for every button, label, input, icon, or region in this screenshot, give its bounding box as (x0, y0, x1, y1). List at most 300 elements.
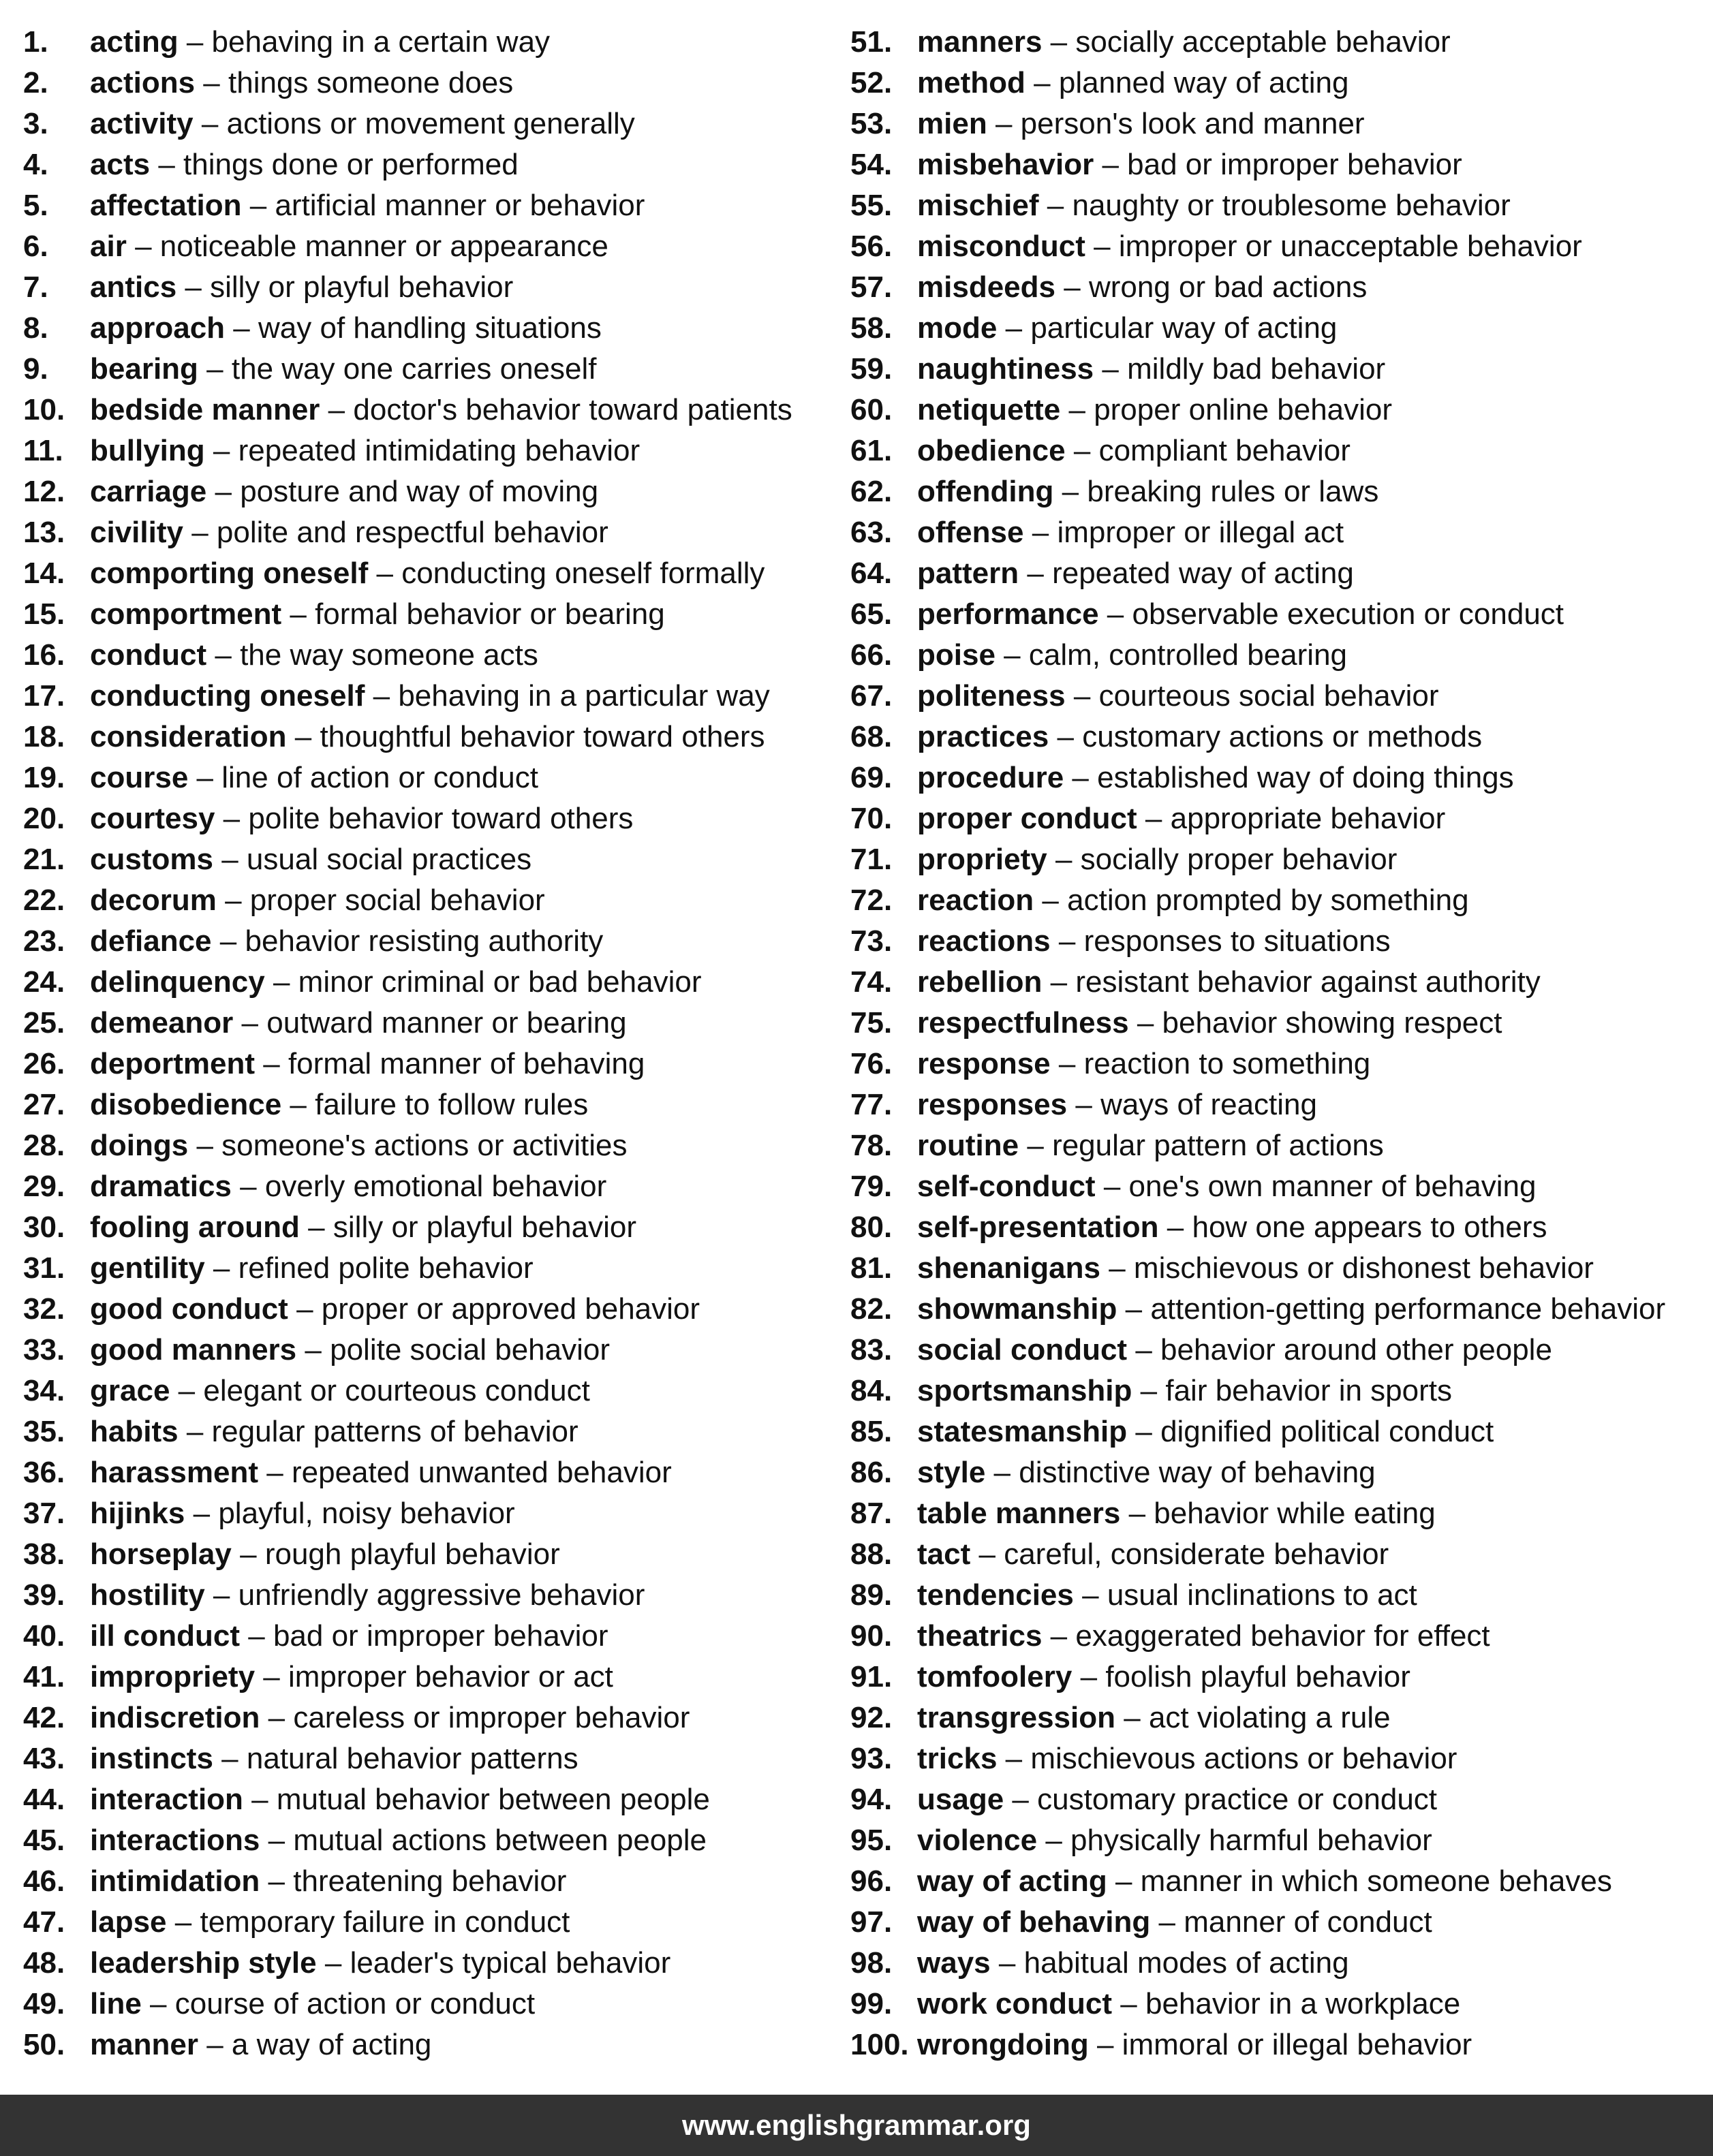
item-dash: – (193, 1497, 211, 1530)
list-item (23, 308, 841, 349)
footer-bar (0, 2095, 1713, 2156)
item-dash: – (296, 1292, 313, 1326)
item-term: affectation (90, 189, 242, 222)
item-definition: line of action or conduct (221, 761, 538, 794)
item-term: civility (90, 516, 183, 549)
item-dash: – (273, 965, 290, 999)
item-dash: – (995, 107, 1013, 140)
item-dash: – (1055, 843, 1072, 876)
list-item (23, 1943, 841, 1984)
list-item (850, 185, 1695, 226)
list-item (23, 962, 841, 1003)
item-number: 22. (23, 884, 65, 917)
item-term: acting (90, 25, 179, 59)
item-dash: – (1094, 230, 1111, 263)
list-item (850, 880, 1695, 921)
item-number: 52. (850, 66, 893, 99)
item-number: 54. (850, 148, 893, 181)
list-item (850, 798, 1695, 839)
item-dash: – (240, 1170, 257, 1203)
item-definition: compliant behavior (1098, 434, 1351, 467)
item-dash: – (1073, 434, 1091, 467)
item-definition: habitual modes of acting (1023, 1946, 1349, 1980)
item-number: 3. (23, 107, 48, 140)
item-dash: – (1032, 516, 1049, 549)
item-definition: formal manner of behaving (288, 1047, 645, 1080)
list-item (23, 757, 841, 798)
item-definition: behaving in a certain way (211, 25, 551, 59)
item-definition: posture and way of moving (240, 475, 599, 508)
item-dash: – (1050, 25, 1068, 59)
item-definition: bad or improper behavior (1127, 148, 1462, 181)
item-definition: mischievous or dishonest behavior (1133, 1251, 1594, 1285)
item-definition: responses to situations (1083, 924, 1391, 958)
item-definition: dignified political conduct (1160, 1415, 1494, 1448)
item-term: mischief (917, 189, 1039, 222)
list-item (23, 1779, 841, 1820)
item-number: 74. (850, 965, 893, 999)
item-definition: person's look and manner (1020, 107, 1365, 140)
item-definition: calm, controlled bearing (1028, 638, 1348, 672)
item-number: 8. (23, 311, 48, 345)
item-dash: – (1005, 1742, 1023, 1775)
list-item (850, 1125, 1695, 1166)
item-number: 47. (23, 1905, 65, 1939)
item-definition: proper social behavior (249, 884, 545, 917)
item-number: 43. (23, 1742, 65, 1775)
item-definition: wrong or bad actions (1088, 270, 1368, 304)
item-definition: repeated way of acting (1052, 557, 1354, 590)
item-number: 31. (23, 1251, 65, 1285)
list-item (850, 1575, 1695, 1616)
item-number: 29. (23, 1170, 65, 1203)
item-term: bearing (90, 352, 198, 386)
list-item (850, 1698, 1695, 1738)
item-term: antics (90, 270, 177, 304)
list-item (23, 1044, 841, 1084)
item-definition: minor criminal or bad behavior (298, 965, 702, 999)
item-dash: – (263, 1047, 280, 1080)
item-definition: act violating a rule (1148, 1701, 1391, 1734)
list-item (23, 1534, 841, 1575)
item-number: 32. (23, 1292, 65, 1326)
item-term: offense (917, 516, 1024, 549)
item-dash: – (1167, 1210, 1184, 1244)
item-term: grace (90, 1374, 170, 1407)
item-definition: socially acceptable behavior (1075, 25, 1451, 59)
item-definition: mutual actions between people (293, 1824, 707, 1857)
list-item (850, 1616, 1695, 1657)
item-number: 98. (850, 1946, 893, 1980)
item-definition: refined polite behavior (238, 1251, 534, 1285)
item-number: 83. (850, 1333, 893, 1366)
item-term: bullying (90, 434, 205, 467)
item-dash: – (305, 1333, 322, 1366)
item-term: good conduct (90, 1292, 288, 1326)
item-number: 44. (23, 1783, 65, 1816)
item-number: 48. (23, 1946, 65, 1980)
item-term: horseplay (90, 1537, 232, 1571)
list-item (850, 308, 1695, 349)
list-item (850, 1044, 1695, 1084)
list-item (850, 921, 1695, 962)
item-number: 51. (850, 25, 893, 59)
item-number: 67. (850, 679, 893, 713)
item-number: 77. (850, 1088, 893, 1121)
item-term: practices (917, 720, 1049, 753)
item-definition: distinctive way of behaving (1019, 1456, 1376, 1489)
item-term: misdeeds (917, 270, 1055, 304)
item-dash: – (240, 1537, 257, 1571)
item-dash: – (1145, 802, 1162, 835)
item-term: work conduct (917, 1987, 1113, 2020)
item-term: deportment (90, 1047, 255, 1080)
item-definition: elegant or courteous conduct (203, 1374, 590, 1407)
list-item (23, 635, 841, 676)
item-number: 64. (850, 557, 893, 590)
item-term: performance (917, 597, 1099, 631)
list-item (850, 431, 1695, 471)
item-dash: – (1082, 1578, 1099, 1612)
item-dash: – (1057, 720, 1074, 753)
list-item (850, 471, 1695, 512)
item-definition: repeated intimidating behavior (238, 434, 641, 467)
item-term: doings (90, 1129, 189, 1162)
item-term: hijinks (90, 1497, 185, 1530)
item-dash: – (219, 924, 237, 958)
list-item (23, 104, 841, 144)
item-term: tomfoolery (917, 1660, 1072, 1693)
item-number: 35. (23, 1415, 65, 1448)
item-number: 19. (23, 761, 65, 794)
item-dash: – (268, 1824, 286, 1857)
item-dash: – (1064, 270, 1081, 304)
item-definition: appropriate behavior (1170, 802, 1446, 835)
item-dash: – (213, 1578, 230, 1612)
item-dash: – (206, 352, 223, 386)
item-number: 65. (850, 597, 893, 631)
item-dash: – (251, 1783, 268, 1816)
list-item (23, 1003, 841, 1044)
item-number: 12. (23, 475, 65, 508)
item-dash: – (1047, 189, 1064, 222)
item-number: 26. (23, 1047, 65, 1080)
list-item (850, 1902, 1695, 1943)
item-dash: – (1050, 965, 1068, 999)
item-definition: manner in which someone behaves (1140, 1864, 1612, 1898)
item-number: 71. (850, 843, 893, 876)
item-term: method (917, 66, 1025, 99)
list-item (850, 63, 1695, 104)
item-definition: foolish playful behavior (1105, 1660, 1410, 1693)
item-number: 18. (23, 720, 65, 753)
item-dash: – (241, 1006, 259, 1040)
item-dash: – (223, 802, 241, 835)
item-definition: someone's actions or activities (221, 1129, 628, 1162)
list-item (23, 1820, 841, 1861)
item-term: ways (917, 1946, 991, 1980)
list-item (23, 144, 841, 185)
item-definition: things done or performed (183, 148, 519, 181)
item-term: response (917, 1047, 1051, 1080)
list-item (23, 1738, 841, 1779)
item-number: 4. (23, 148, 48, 181)
item-dash: – (1102, 148, 1119, 181)
item-term: netiquette (917, 393, 1061, 426)
item-definition: behavior while eating (1154, 1497, 1436, 1530)
item-term: misconduct (917, 230, 1085, 263)
list-item (23, 1207, 841, 1248)
item-term: gentility (90, 1251, 205, 1285)
item-term: mien (917, 107, 987, 140)
item-number: 16. (23, 638, 65, 672)
item-dash: – (1045, 1824, 1062, 1857)
item-number: 91. (850, 1660, 893, 1693)
list-item (23, 1616, 841, 1657)
list-item (850, 1330, 1695, 1371)
list-item (850, 1003, 1695, 1044)
item-definition: mildly bad behavior (1127, 352, 1386, 386)
list-item (23, 1984, 841, 2025)
item-definition: bad or improper behavior (273, 1619, 608, 1653)
item-term: acts (90, 148, 151, 181)
item-number: 82. (850, 1292, 893, 1326)
item-dash: – (213, 434, 230, 467)
item-definition: failure to follow rules (315, 1088, 589, 1121)
item-definition: immoral or illegal behavior (1122, 2028, 1472, 2061)
item-dash: – (308, 1210, 325, 1244)
item-definition: regular pattern of actions (1052, 1129, 1384, 1162)
item-dash: – (1115, 1864, 1132, 1898)
item-number: 5. (23, 189, 48, 222)
item-definition: polite behavior toward others (248, 802, 634, 835)
item-number: 14. (23, 557, 65, 590)
item-term: air (90, 230, 127, 263)
item-dash: – (1109, 1251, 1126, 1285)
list-item (23, 349, 841, 390)
item-dash: – (1027, 1129, 1044, 1162)
item-number: 37. (23, 1497, 65, 1530)
item-dash: – (263, 1660, 280, 1693)
item-definition: silly or playful behavior (333, 1210, 636, 1244)
item-term: showmanship (917, 1292, 1117, 1326)
item-number: 61. (850, 434, 893, 467)
item-definition: socially proper behavior (1080, 843, 1398, 876)
item-definition: one's own manner of behaving (1128, 1170, 1537, 1203)
list-item (23, 390, 841, 431)
item-definition: naughty or troublesome behavior (1072, 189, 1511, 222)
item-definition: things someone does (228, 66, 514, 99)
item-term: offending (917, 475, 1054, 508)
item-number: 10. (23, 393, 65, 426)
item-dash: – (1135, 1333, 1152, 1366)
item-number: 6. (23, 230, 48, 263)
list-item (850, 1207, 1695, 1248)
list-item (850, 1493, 1695, 1534)
item-term: politeness (917, 679, 1066, 713)
list-item (23, 676, 841, 717)
item-number: 86. (850, 1456, 893, 1489)
item-term: self-conduct (917, 1170, 1096, 1203)
item-term: actions (90, 66, 196, 99)
item-number: 84. (850, 1374, 893, 1407)
list-item (850, 349, 1695, 390)
list-item (23, 1289, 841, 1330)
item-definition: noticeable manner or appearance (159, 230, 608, 263)
item-definition: mischievous actions or behavior (1030, 1742, 1457, 1775)
item-number: 92. (850, 1701, 893, 1734)
list-item (850, 512, 1695, 553)
item-dash: – (993, 1456, 1011, 1489)
item-number: 87. (850, 1497, 893, 1530)
item-definition: improper or unacceptable behavior (1118, 230, 1582, 263)
item-definition: threatening behavior (293, 1864, 567, 1898)
item-number: 96. (850, 1864, 893, 1898)
item-number: 93. (850, 1742, 893, 1775)
item-definition: formal behavior or bearing (315, 597, 665, 631)
item-definition: how one appears to others (1192, 1210, 1547, 1244)
list-item (23, 1493, 841, 1534)
item-definition: careful, considerate behavior (1004, 1537, 1389, 1571)
list-item (23, 1371, 841, 1411)
item-definition: playful, noisy behavior (218, 1497, 515, 1530)
item-term: fooling around (90, 1210, 300, 1244)
item-dash: – (1058, 924, 1076, 958)
item-dash: – (215, 475, 232, 508)
list-item (23, 63, 841, 104)
item-dash: – (221, 843, 238, 876)
list-item (850, 1248, 1695, 1289)
item-number: 72. (850, 884, 893, 917)
item-term: table manners (917, 1497, 1121, 1530)
list-item (850, 267, 1695, 308)
item-definition: actions or movement generally (226, 107, 635, 140)
item-term: approach (90, 311, 226, 345)
item-term: line (90, 1987, 142, 2020)
item-term: disobedience (90, 1088, 282, 1121)
item-term: rebellion (917, 965, 1043, 999)
item-dash: – (1058, 1047, 1076, 1080)
item-term: reaction (917, 884, 1034, 917)
list-item (850, 962, 1695, 1003)
item-term: proper conduct (917, 802, 1137, 835)
item-term: poise (917, 638, 996, 672)
item-dash: – (376, 557, 393, 590)
item-term: tendencies (917, 1578, 1074, 1612)
item-definition: polite social behavior (330, 1333, 611, 1366)
list-item (850, 757, 1695, 798)
list-item (23, 553, 841, 594)
list-item (23, 2025, 841, 2065)
item-definition: a way of acting (231, 2028, 432, 2061)
list-item (23, 22, 841, 63)
item-number: 34. (23, 1374, 65, 1407)
item-dash: – (1012, 1783, 1029, 1816)
item-dash: – (324, 1946, 342, 1980)
item-definition: reaction to something (1083, 1047, 1371, 1080)
item-dash: – (1004, 638, 1021, 672)
item-number: 24. (23, 965, 65, 999)
item-number: 49. (23, 1987, 65, 2020)
item-number: 99. (850, 1987, 893, 2020)
item-number: 2. (23, 66, 48, 99)
list-item (850, 553, 1695, 594)
list-item (850, 1779, 1695, 1820)
item-dash: – (150, 1987, 167, 2020)
item-dash: – (1128, 1497, 1146, 1530)
item-dash: – (373, 679, 390, 713)
item-number: 63. (850, 516, 893, 549)
item-term: social conduct (917, 1333, 1128, 1366)
item-term: naughtiness (917, 352, 1094, 386)
item-definition: courteous social behavior (1098, 679, 1439, 713)
item-definition: fair behavior in sports (1165, 1374, 1452, 1407)
item-number: 45. (23, 1824, 65, 1857)
item-dash: – (1096, 2028, 1114, 2061)
list-item (850, 226, 1695, 267)
item-dash: – (268, 1701, 286, 1734)
item-definition: behavior resisting authority (245, 924, 604, 958)
item-number: 80. (850, 1210, 893, 1244)
item-number: 15. (23, 597, 65, 631)
item-definition: way of handling situations (258, 311, 602, 345)
item-dash: – (1005, 311, 1023, 345)
item-dash: – (215, 638, 232, 672)
item-definition: overly emotional behavior (264, 1170, 607, 1203)
list-item (850, 390, 1695, 431)
item-number: 69. (850, 761, 893, 794)
item-number: 33. (23, 1333, 65, 1366)
list-item (850, 1534, 1695, 1575)
list-item (23, 839, 841, 880)
item-dash: – (268, 1864, 286, 1898)
item-definition: rough playful behavior (264, 1537, 560, 1571)
item-definition: temporary failure in conduct (200, 1905, 570, 1939)
item-definition: proper online behavior (1094, 393, 1393, 426)
item-dash: – (290, 1088, 307, 1121)
item-dash: – (1135, 1415, 1152, 1448)
item-term: obedience (917, 434, 1066, 467)
item-number: 27. (23, 1088, 65, 1121)
item-dash: – (1124, 1701, 1141, 1734)
item-term: instincts (90, 1742, 213, 1775)
footer-url: www.englishgrammar.org (682, 2109, 1031, 2141)
item-term: reactions (917, 924, 1051, 958)
item-number: 60. (850, 393, 893, 426)
list-item (850, 1411, 1695, 1452)
item-number: 66. (850, 638, 893, 672)
item-term: tact (917, 1537, 971, 1571)
item-dash: – (1034, 66, 1051, 99)
item-dash: – (196, 1129, 213, 1162)
item-definition: polite and respectful behavior (216, 516, 608, 549)
item-term: statesmanship (917, 1415, 1128, 1448)
item-dash: – (203, 66, 220, 99)
item-term: conducting oneself (90, 679, 365, 713)
list-item (850, 1084, 1695, 1125)
item-definition: customary practice or conduct (1037, 1783, 1438, 1816)
list-item (850, 1657, 1695, 1698)
item-definition: planned way of acting (1058, 66, 1349, 99)
list-item (23, 1698, 841, 1738)
item-dash: – (290, 597, 307, 631)
item-dash: – (249, 189, 267, 222)
item-dash: – (186, 25, 204, 59)
list-item (23, 471, 841, 512)
item-term: theatrics (917, 1619, 1043, 1653)
item-definition: course of action or conduct (174, 1987, 536, 2020)
item-term: interaction (90, 1783, 243, 1816)
